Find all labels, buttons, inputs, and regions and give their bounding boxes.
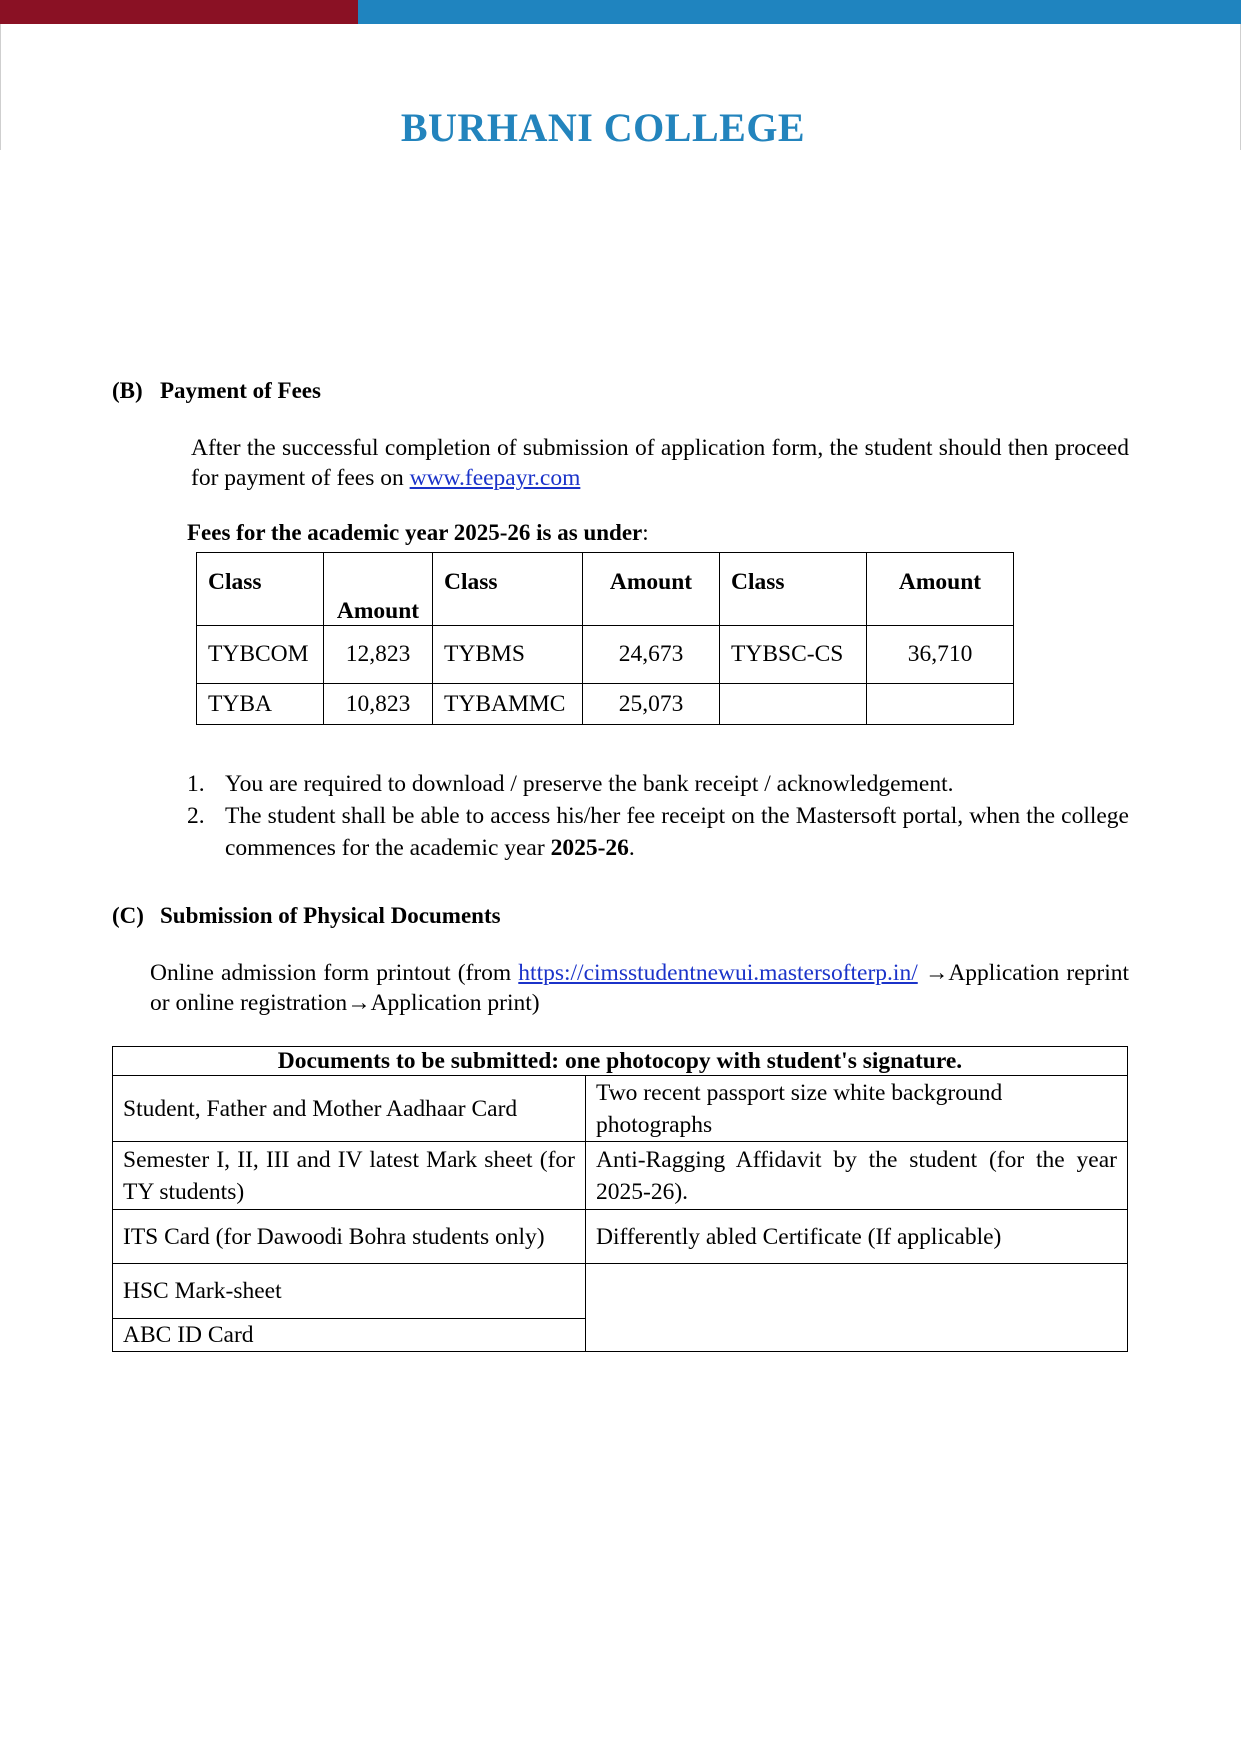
fees-table-header <box>197 553 1014 626</box>
fees-cell: 25,073 <box>583 684 720 725</box>
fees-cell: TYBMS <box>433 626 583 684</box>
list-item <box>187 768 1129 800</box>
document-item: Differently abled Certificate (If applicable) <box>586 1210 1128 1264</box>
section-c-heading <box>112 903 501 929</box>
fees-table <box>196 552 1014 725</box>
fees-heading-colon: : <box>642 520 649 545</box>
list-item-text: The student shall be able to access his/her fee receipt on the Mastersoft portal, when the college commences for the academic year <box>225 803 1129 861</box>
college-title: BURHANI COLLEGE <box>400 105 806 150</box>
documents-intro <box>150 958 1129 1018</box>
fees-cell: 10,823 <box>324 684 433 725</box>
fees-header-cell: Amount <box>324 553 433 626</box>
documents-intro-text: Online admission form printout (from <box>150 960 512 986</box>
payment-intro-text: After the successful completion of submission of application form, the student should then proceed for payment of fees on <box>191 435 1129 491</box>
fees-cell: 12,823 <box>324 626 433 684</box>
table-row <box>113 1076 1128 1142</box>
fees-cell: TYBA <box>197 684 324 725</box>
document-item: Two recent passport size white background photographs <box>586 1076 1128 1142</box>
list-item-number: 1. <box>187 771 205 797</box>
fees-header-cell: Class <box>720 553 867 626</box>
fees-header-cell: Amount <box>867 553 1014 626</box>
fees-cell <box>867 684 1014 725</box>
documents-intro-text-after: →Application reprint or online registration→Application print) <box>150 960 1130 1016</box>
fees-cell: TYBSC-CS <box>720 626 867 684</box>
section-b-title: Payment of Fees <box>160 378 321 403</box>
table-row <box>197 626 1014 684</box>
fees-header-cell: Amount <box>583 553 720 626</box>
list-item-number: 2. <box>187 803 205 829</box>
list-item-text-wrapper <box>225 800 1129 864</box>
fees-heading-text: Fees for the academic year 2025-26 is as under <box>187 520 643 545</box>
document-item: ABC ID Card <box>113 1319 586 1352</box>
documents-table <box>112 1046 1128 1352</box>
fees-cell: 24,673 <box>583 626 720 684</box>
section-b-heading <box>112 378 321 404</box>
document-item: HSC Mark-sheet <box>113 1264 586 1319</box>
table-row <box>197 684 1014 725</box>
academic-year-bold: 2025-26 <box>550 835 629 861</box>
table-row <box>113 1142 1128 1210</box>
list-item <box>187 800 1129 864</box>
top-bar-red-segment <box>0 0 358 24</box>
fees-cell <box>720 684 867 725</box>
fee-notes-list <box>187 768 1129 864</box>
documents-caption-row <box>113 1047 1128 1076</box>
mastersoft-link[interactable]: https://cimsstudentnewui.mastersofterp.in/ <box>518 960 918 986</box>
document-item: Anti-Ragging Affidavit by the student (for the year 2025-26). <box>586 1142 1128 1210</box>
table-row <box>113 1210 1128 1264</box>
top-color-bar <box>0 0 1241 24</box>
fees-header-cell: Class <box>433 553 583 626</box>
section-c-title: Submission of Physical Documents <box>160 903 501 928</box>
top-bar-blue-segment <box>358 0 1241 24</box>
feepayr-link[interactable]: www.feepayr.com <box>409 465 581 491</box>
document-item: Student, Father and Mother Aadhaar Card <box>113 1076 586 1142</box>
fees-heading <box>187 520 649 546</box>
document-item: ITS Card (for Dawoodi Bohra students only) <box>113 1210 586 1264</box>
fees-header-cell: Class <box>197 553 324 626</box>
list-item-text: You are required to download / preserve the bank receipt / acknowledgement. <box>225 771 954 797</box>
section-b-label: (B) <box>112 378 143 403</box>
fees-cell: 36,710 <box>867 626 1014 684</box>
fees-cell: TYBCOM <box>197 626 324 684</box>
payment-intro <box>191 433 1129 493</box>
documents-table-caption: Documents to be submitted: one photocopy with student's signature. <box>113 1047 1128 1076</box>
document-item: Semester I, II, III and IV latest Mark sheet (for TY students) <box>113 1142 586 1210</box>
section-c-label: (C) <box>112 903 144 928</box>
fees-cell: TYBAMMC <box>433 684 583 725</box>
list-item-end: . <box>628 835 635 861</box>
document-item-empty <box>586 1264 1128 1352</box>
table-row <box>113 1264 1128 1319</box>
